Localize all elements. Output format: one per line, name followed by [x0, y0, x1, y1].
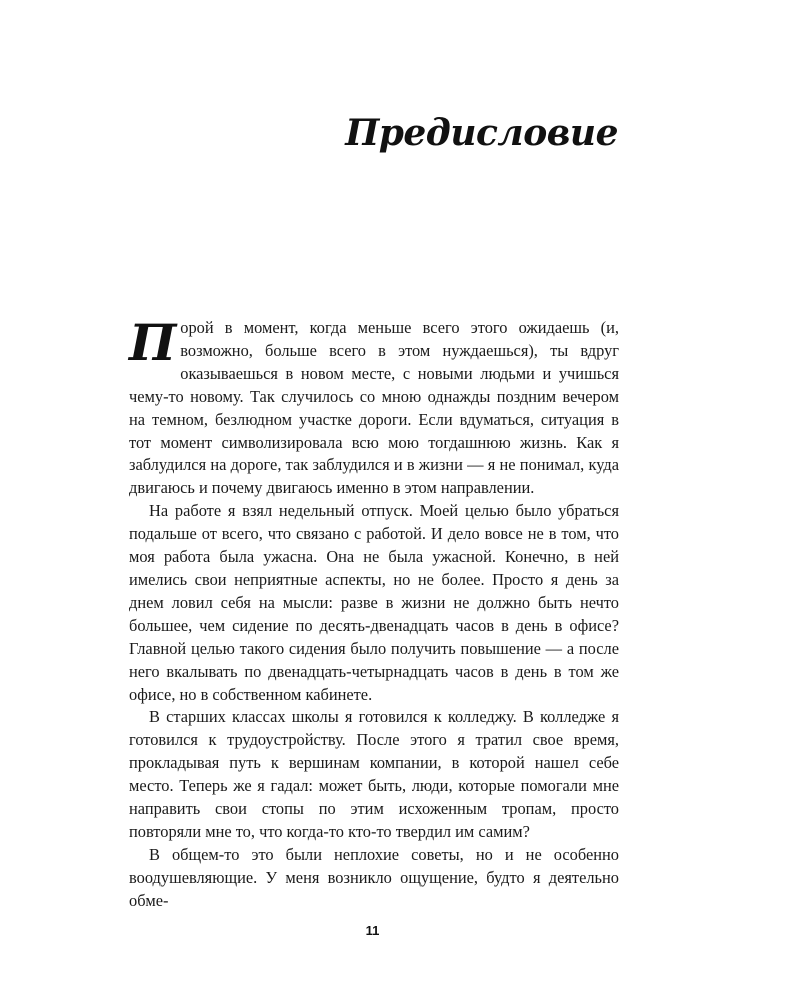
drop-cap: П: [129, 313, 177, 372]
paragraph-1-text: орой в момент, когда меньше всего этого ожидаешь (и, возможно, больше всего в этом нуждаешься), ты вдруг оказываешься в новом месте, с новыми людьми и учишься чему-то новому. Так случилось со мною однажды поздним вечером на темном, безлюдном участке дороги. Если вдуматься, ситуация в тот момент символизировала всю мою тогдашнюю жизнь. Как я заблудился на дороге, так заблудился и в жизни — я не понимал, куда двигаюсь и почему двигаюсь именно в этом направлении.: [129, 318, 619, 498]
page-number: 11: [365, 923, 380, 938]
paragraph-4: В общем-то это были неплохие советы, но и не особенно воодушевляющие. У меня возникло ощущение, будто я деятельно обме-: [129, 844, 619, 910]
paragraph-3: В старших классах школы я готовился к колледжу. В колледже я готовился к трудоустройству. После этого я тратил свое время, прокладывая путь к вершинам компании, в которой нашел себе место. Теперь же я гадал: может быть, люди, которые помогали мне направить свои стопы по этим исхоженным тропам, просто повторяли мне то, что когда-то кто-то твердил им самим?: [129, 707, 619, 841]
paragraph-1: [129, 313, 619, 500]
body-text: [129, 313, 619, 913]
chapter-title: Предисловие: [345, 112, 618, 154]
paragraph-2: На работе я взял недельный отпуск. Моей целью было убраться подальше от всего, что связано с работой. И дело вовсе не в том, что моя работа была ужасна. Она не была ужасной. Конечно, в ней имелись свои неприятные аспекты, но не более. Просто я день за днем ловил себя на мысли: разве в жизни не должно быть нечто большее, чем сидение по десять-двенадцать часов в день в офисе? Главной целью такого сидения было получить повышение — а после него вкалывать по двенадцать-четырнадцать часов в день в том же офисе, но в собственном кабинете.: [129, 501, 619, 704]
